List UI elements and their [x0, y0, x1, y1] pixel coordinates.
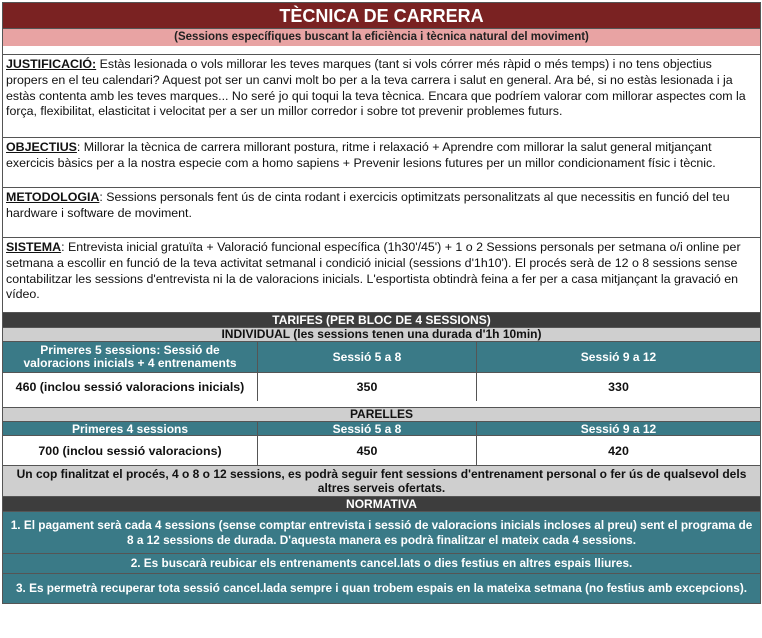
spacer [3, 179, 760, 187]
normativa-item: 1. El pagament serà cada 4 sessions (sense comptar entrevista i sessió de valoracions inicials incloses al preu) sent el programa de 8 a 12 sessions de durada. D'aquesta manera es podrà finalitzar el mateix cada 4 sessions. [3, 511, 760, 553]
sistema-text: : Entrevista inicial gratuïta + Valoració funcional específica (1h30'/45') + 1 o 2 Sessions personals per setmana o/i online per setmana a escollir en funció de la teva activitat setmanal i condició inicial (sessions d'1h10'). El procés serà de 12 o 8 sessions sense contabilitzar les sessions d'entrevista ni la de valoracions inicials. L'esportista obtindrà feina a fer per a casa mitjançant la gravació en vídeo. [6, 240, 741, 302]
spacer [3, 229, 760, 237]
parelles-header-first: Primeres 4 sessions [3, 422, 257, 435]
pricing-sheet [2, 2, 761, 604]
normativa-item: 3. Es permetrà recuperar tota sessió cancel.lada sempre i quan trobem espais en la mateixa setmana (no festius amb excepcions). [3, 573, 760, 603]
parelles-header-row [3, 421, 760, 435]
tarifes-note: Un cop finalitzat el procés, 4 o 8 o 12 sessions, es podrà seguir fent sessions d'entrenament personal o fer ús de qualsevol dels altres serveis ofertats. [3, 465, 760, 496]
individual-label: INDIVIDUAL (les sessions tenen una durada d'1h 10min) [3, 327, 760, 341]
sistema-section [3, 237, 760, 312]
tarifes-title: TARIFES (PER BLOC DE 4 SESSIONS) [3, 312, 760, 327]
sistema-label: SISTEMA [6, 240, 62, 254]
page-title: TÈCNICA DE CARRERA [3, 2, 760, 28]
objectius-section [3, 137, 760, 179]
individual-header-third: Sessió 9 a 12 [476, 342, 760, 372]
individual-header-row [3, 341, 760, 372]
parelles-header-second: Sessió 5 a 8 [257, 422, 476, 435]
metodologia-text: : Sessions personals fent ús de cinta rodant i exercicis optimitzats personalitzats al que necessitis en funció del teu hardware i software de moviment. [6, 190, 730, 220]
individual-header-second: Sessió 5 a 8 [257, 342, 476, 372]
parelles-header-third: Sessió 9 a 12 [476, 422, 760, 435]
parelles-price-second: 450 [257, 436, 476, 465]
parelles-price-third: 420 [476, 436, 760, 465]
individual-price-first: 460 (inclou sessió valoracions inicials) [3, 373, 257, 401]
page-subtitle: (Sessions específiques buscant la eficiència i tècnica natural del moviment) [3, 28, 760, 46]
justificacio-label: JUSTIFICACIÓ: [6, 57, 97, 71]
objectius-label: OBJECTIUS [6, 140, 77, 154]
individual-price-row [3, 372, 760, 401]
individual-header-first: Primeres 5 sessions: Sessió de valoracions inicials + 4 entrenaments [3, 342, 257, 372]
parelles-price-row [3, 435, 760, 465]
parelles-label: PARELLES [3, 407, 760, 421]
metodologia-label: METODOLOGIA [6, 190, 100, 204]
justificacio-section [3, 54, 760, 129]
parelles-price-first: 700 (inclou sessió valoracions) [3, 436, 257, 465]
individual-price-third: 330 [476, 373, 760, 401]
objectius-text: : Millorar la tècnica de carrera millorant postura, ritme i relaxació + Aprendre com millorar la salut general mitjançant exercicis bàsics per a la nostra especie com a homo sapiens + Prevenir lesions futures per un millor condicionament físic i tècnic. [6, 140, 716, 170]
spacer [3, 129, 760, 137]
metodologia-section [3, 187, 760, 229]
justificacio-text: Estàs lesionada o vols millorar les teves marques (tant si vols córrer més ràpid o més temps) i no tens objectius propers en el teu calendari? Aquest pot ser un canvi molt bo per a la teva carrera i salut en general. Ara bé, si no estàs lesionada i ja estàs contenta amb les teves marques... No seré jo qui toqui la teva tècnica. Encara que podríem valorar com millorar aspectes com la força, flexibilitat, elasticitat i velocitat per a ser un millor corredor i sobre tot prevenir problemes futurs. [6, 57, 746, 119]
normativa-title: NORMATIVA [3, 496, 760, 511]
individual-price-second: 350 [257, 373, 476, 401]
spacer [3, 46, 760, 54]
normativa-item: 2. Es buscarà reubicar els entrenaments cancel.lats o dies festius en altres espais lliures. [3, 553, 760, 573]
